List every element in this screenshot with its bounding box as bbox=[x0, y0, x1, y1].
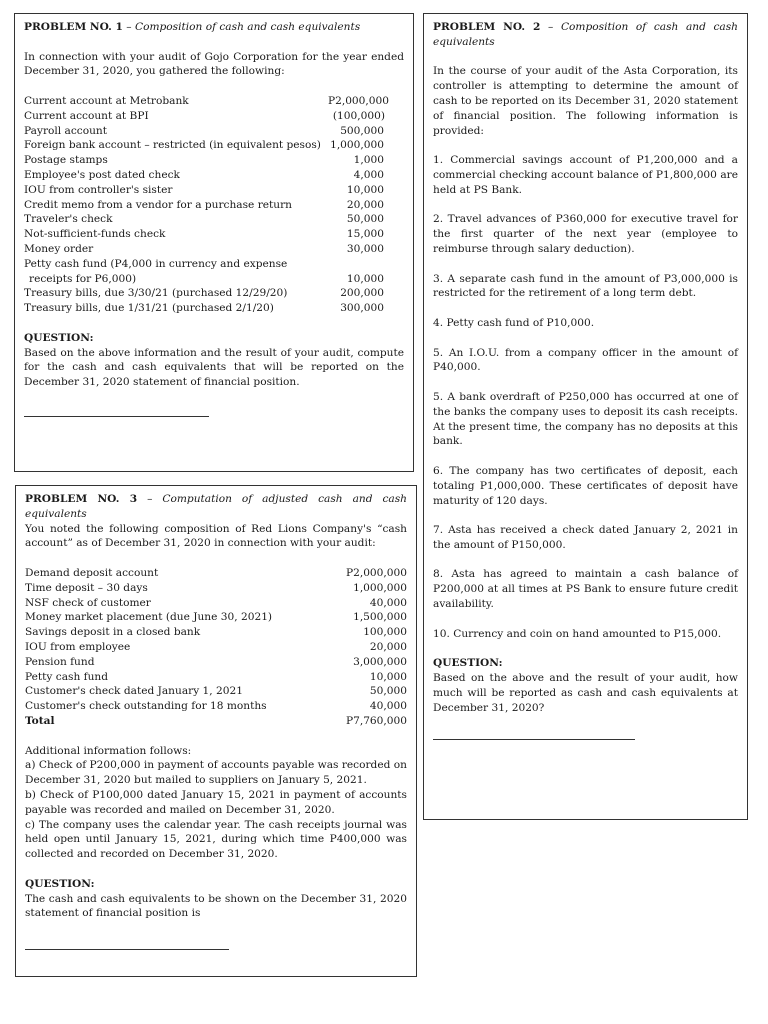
problem-1-box bbox=[14, 13, 414, 472]
list-item: Foreign bank account – restricted (in equivalent pesos) 1,000,000 bbox=[24, 139, 384, 152]
problem-3-items bbox=[25, 566, 407, 729]
answer-line bbox=[25, 939, 229, 950]
list-item: 8. Asta has agreed to maintain a cash balance of P200,000 at all times at PS Bank to ensure future credit availability. bbox=[433, 568, 738, 611]
list-item: Money order 30,000 bbox=[24, 242, 384, 255]
problem-1-items bbox=[24, 94, 404, 316]
list-item: a) Check of P200,000 in payment of accounts payable was recorded on December 31, 2020 but mailed to suppliers on January 5, 2021. bbox=[25, 759, 407, 787]
list-item: Current account at Metrobank P2,000,000 bbox=[24, 94, 389, 107]
list-item: Petty cash fund 10,000 bbox=[25, 670, 407, 683]
list-item: Savings deposit in a closed bank 100,000 bbox=[25, 626, 407, 639]
list-item: 10. Currency and coin on hand amounted to P15,000. bbox=[433, 627, 722, 640]
problem-3-question-label: QUESTION: bbox=[25, 877, 95, 890]
list-item: Customer's check outstanding for 18 months 40,000 bbox=[25, 700, 407, 713]
list-item: 7. Asta has received a check dated January 2, 2021 in the amount of P150,000. bbox=[433, 524, 738, 551]
list-item: Treasury bills, due 3/30/21 (purchased 12/29/20) 200,000 bbox=[24, 287, 384, 300]
problem-2-title: PROBLEM NO. 2 – Composition of cash and cash equivalents bbox=[433, 21, 738, 48]
list-item: Customer's check dated January 1, 2021 50,000 bbox=[25, 685, 407, 698]
list-item: Treasury bills, due 1/31/21 (purchased 2/1/20) 300,000 bbox=[24, 302, 384, 315]
problem-3-intro: You noted the following composition of Red Lions Company's “cash account” as of December 31, 2020 in connection with your audit: bbox=[25, 522, 407, 550]
problem-3-question: The cash and cash equivalents to be shown on the December 31, 2020 statement of financial position is bbox=[25, 892, 407, 920]
list-item: Demand deposit account P2,000,000 bbox=[25, 566, 407, 579]
list-item: Not-sufficient-funds check 15,000 bbox=[24, 228, 384, 241]
list-item: receipts for P6,000) 10,000 bbox=[29, 272, 384, 285]
list-item: 3. A separate cash fund in the amount of P3,000,000 is restricted for the retirement of a long term debt. bbox=[433, 272, 738, 300]
problem-2-box bbox=[423, 13, 748, 820]
list-item: 6. The company has two certificates of deposit, each totaling P1,000,000. These certificates of deposit have maturity of 120 days. bbox=[433, 464, 738, 507]
list-item: Payroll account 500,000 bbox=[24, 124, 384, 137]
additional-header: Additional information follows: bbox=[25, 744, 192, 757]
list-item: IOU from controller's sister 10,000 bbox=[24, 183, 384, 196]
list-item: 5. An I.O.U. from a company officer in the amount of P40,000. bbox=[433, 346, 738, 374]
problem-2-intro: In the course of your audit of the Asta Corporation, its controller is attempting to determine the amount of cash to be reported on its December 31, 2020 statement of financial position. The following information is provided: bbox=[433, 65, 738, 137]
list-item: Employee's post dated check 4,000 bbox=[24, 168, 384, 181]
list-item: IOU from employee 20,000 bbox=[25, 640, 407, 653]
list-item: 4. Petty cash fund of P10,000. bbox=[433, 316, 595, 329]
problem-1-title: PROBLEM NO. 1 – Composition of cash and cash equivalents bbox=[24, 21, 361, 33]
list-item: Postage stamps 1,000 bbox=[24, 154, 384, 167]
answer-line bbox=[433, 729, 635, 740]
problem-1-question: Based on the above information and the result of your audit, compute for the cash and cash equivalents that will be reported on the December 31, 2020 statement of financial position. bbox=[24, 346, 404, 389]
list-item: c) The company uses the calendar year. The cash receipts journal was held open until January 15, 2021, during which time P400,000 was collected and recorded on December 31, 2020. bbox=[25, 818, 407, 861]
list-item: Time deposit – 30 days 1,000,000 bbox=[25, 581, 407, 594]
problem-3-title: PROBLEM NO. 3 – Computation of adjusted cash and cash equivalents bbox=[25, 493, 407, 520]
problem-3-box bbox=[15, 485, 417, 977]
problem-1-intro: In connection with your audit of Gojo Corporation for the year ended December 31, 2020, you gathered the following: bbox=[24, 50, 404, 78]
list-item: 5. A bank overdraft of P250,000 has occurred at one of the banks the company uses to deposit its cash receipts. At the present time, the company has no deposits at this bank. bbox=[433, 390, 738, 448]
list-item: 2. Travel advances of P360,000 for executive travel for the first quarter of the next year (employee to reimburse through salary deduction). bbox=[433, 213, 738, 255]
answer-line bbox=[24, 406, 209, 417]
list-item: Pension fund 3,000,000 bbox=[25, 655, 407, 668]
problem-2-question: Based on the above and the result of your audit, how much will be reported as cash and cash equivalents at December 31, 2020? bbox=[433, 672, 738, 714]
problem-2-question-label: QUESTION: bbox=[433, 657, 503, 670]
list-item: Money market placement (due June 30, 2021) 1,500,000 bbox=[25, 611, 407, 624]
list-item: Traveler's check 50,000 bbox=[24, 213, 384, 226]
list-item: Current account at BPI (100,000) bbox=[24, 109, 385, 122]
list-item: Credit memo from a vendor for a purchase return 20,000 bbox=[24, 198, 384, 211]
list-item: NSF check of customer 40,000 bbox=[25, 596, 407, 609]
list-item: Petty cash fund (P4,000 in currency and expense bbox=[24, 257, 288, 270]
list-item: 1. Commercial savings account of P1,200,000 and a commercial checking account balance of P1,800,000 are held at PS Bank. bbox=[433, 154, 738, 196]
list-item: b) Check of P100,000 dated January 15, 2021 in payment of accounts payable was recorded and mailed on December 31, 2020. bbox=[25, 788, 407, 816]
total-row: Total P7,760,000 bbox=[25, 714, 407, 727]
problem-1-question-label: QUESTION: bbox=[24, 331, 94, 344]
